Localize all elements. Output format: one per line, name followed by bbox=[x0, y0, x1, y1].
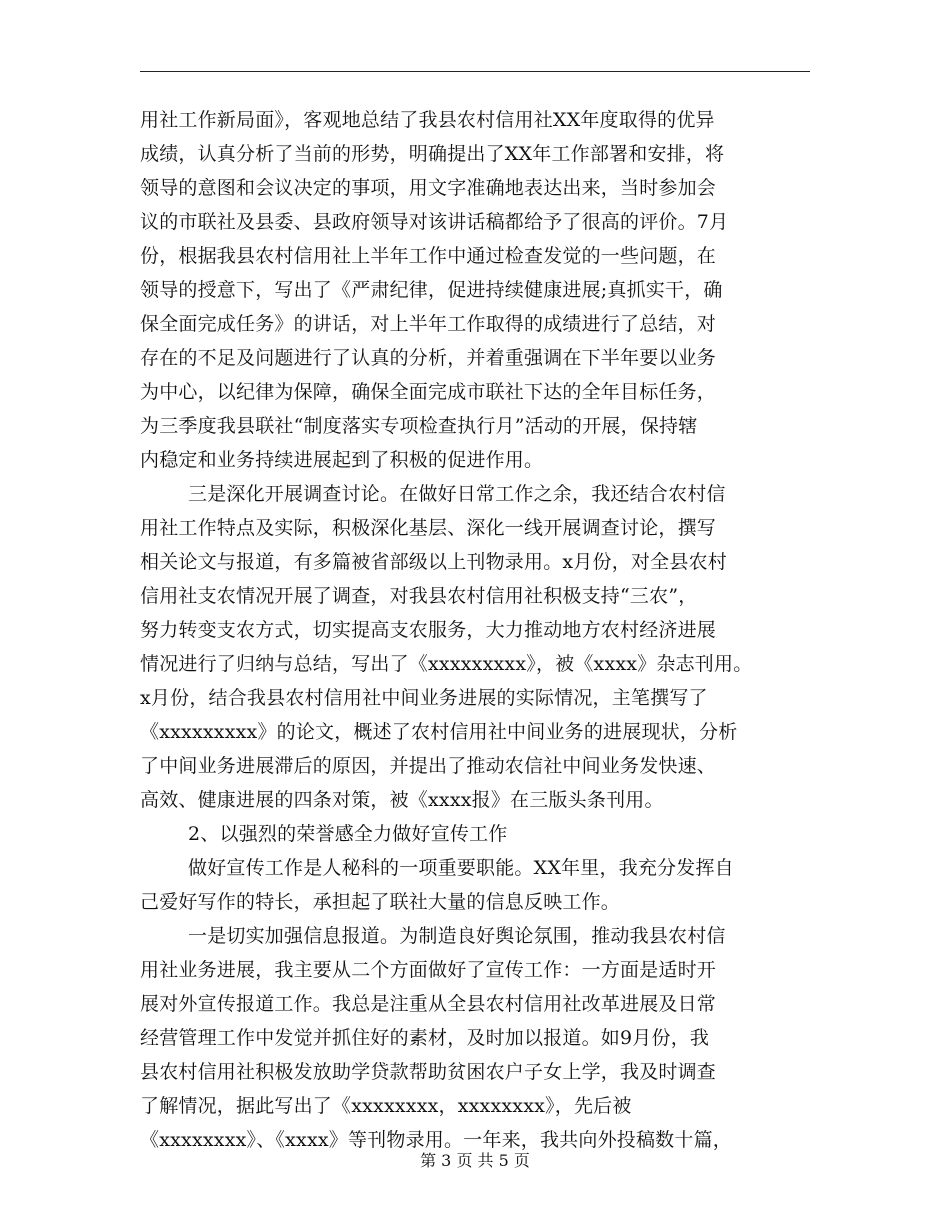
text-line: 领导的意图和会议决定的事项，用文字准确地表达出来，当时参加会 bbox=[140, 177, 717, 199]
text-line: 存在的不足及问题进行了认真的分析，并着重强调在下半年要以业务 bbox=[140, 347, 717, 369]
text-line: 保全面完成任务》的讲话，对上半年工作取得的成绩进行了总结，对 bbox=[140, 313, 717, 335]
text-line: 己爱好写作的特长，承担起了联社大量的信息反映工作。 bbox=[140, 891, 621, 913]
text-line: 份，根据我县农村信用社上半年工作中通过检查发觉的一些问题，在 bbox=[140, 245, 717, 267]
text-line: 议的市联社及县委、县政府领导对该讲话稿都给予了很高的评价。7月 bbox=[140, 211, 729, 233]
text-line: 县农村信用社积极发放助学贷款帮助贫困农户子女上学，我及时调查 bbox=[140, 1061, 717, 1083]
text-line: x月份，结合我县农村信用社中间业务进展的实际情况，主笔撰写了 bbox=[140, 687, 708, 709]
text-line: 了解情况，据此写出了《xxxxxxxx，xxxxxxxx》，先后被 bbox=[140, 1095, 632, 1117]
text-line: 内稳定和业务持续进展起到了积极的促进作用。 bbox=[140, 449, 544, 471]
text-line: 领导的授意下，写出了《严肃纪律，促进持续健康进展;真抓实干，确 bbox=[140, 279, 723, 301]
text-line: 用社工作新局面》，客观地总结了我县农村信用社XX年度取得的优异 bbox=[140, 109, 715, 131]
section-heading: 2、以强烈的荣誉感全力做好宣传工作 bbox=[188, 823, 508, 845]
text-line: 努力转变支农方式，切实提高支农服务，大力推动地方农村经济进展 bbox=[140, 619, 717, 641]
text-line: 用社工作特点及实际，积极深化基层、深化一线开展调查讨论，撰写 bbox=[140, 517, 717, 539]
text-line: 经营管理工作中发觉并抓住好的素材，及时加以报道。如9月份，我 bbox=[140, 1027, 710, 1049]
text-line: 三是深化开展调查讨论。在做好日常工作之余，我还结合农村信 bbox=[188, 483, 726, 505]
text-line: 了中间业务进展滞后的原因，并提出了推动农信社中间业务发快速、 bbox=[140, 755, 717, 777]
header-rule bbox=[140, 71, 810, 72]
text-line: 相关论文与报道，有多篇被省部级以上刊物录用。x月份，对全县农村 bbox=[140, 551, 727, 573]
body-text bbox=[140, 103, 820, 1157]
text-line: 为三季度我县联社“制度落实专项检查执行月”活动的开展，保持辖 bbox=[140, 415, 698, 437]
text-line: 《xxxxxxxxx》的论文，概述了农村信用社中间业务的进展现状，分析 bbox=[140, 721, 738, 743]
text-line: 一是切实加强信息报道。为制造良好舆论氛围，推动我县农村信 bbox=[188, 925, 726, 947]
text-line: 做好宣传工作是人秘科的一项重要职能。XX年里，我充分发挥自 bbox=[188, 857, 734, 879]
text-line: 为中心，以纪律为保障，确保全面完成市联社下达的全年目标任务， bbox=[140, 381, 717, 403]
text-line: 情况进行了归纳与总结，写出了《xxxxxxxxx》，被《xxxx》杂志刊用。 bbox=[140, 653, 753, 675]
text-line: 《xxxxxxxx》、《xxxx》等刊物录用。一年来，我共向外投稿数十篇， bbox=[140, 1129, 732, 1151]
page-number-footer: 第 3 页 共 5 页 bbox=[420, 1151, 530, 1170]
text-line: 展对外宣传报道工作。我总是注重从全县农村信用社改革进展及日常 bbox=[140, 993, 717, 1015]
text-line: 高效、健康进展的四条对策，被《xxxx报》在三版头条刊用。 bbox=[140, 789, 664, 811]
text-line: 成绩，认真分析了当前的形势，明确提出了XX年工作部署和安排，将 bbox=[140, 143, 725, 165]
text-line: 信用社支农情况开展了调查，对我县农村信用社积极支持“三农”， bbox=[140, 585, 698, 607]
text-line: 用社业务进展，我主要从二个方面做好了宣传工作：一方面是适时开 bbox=[140, 959, 717, 981]
